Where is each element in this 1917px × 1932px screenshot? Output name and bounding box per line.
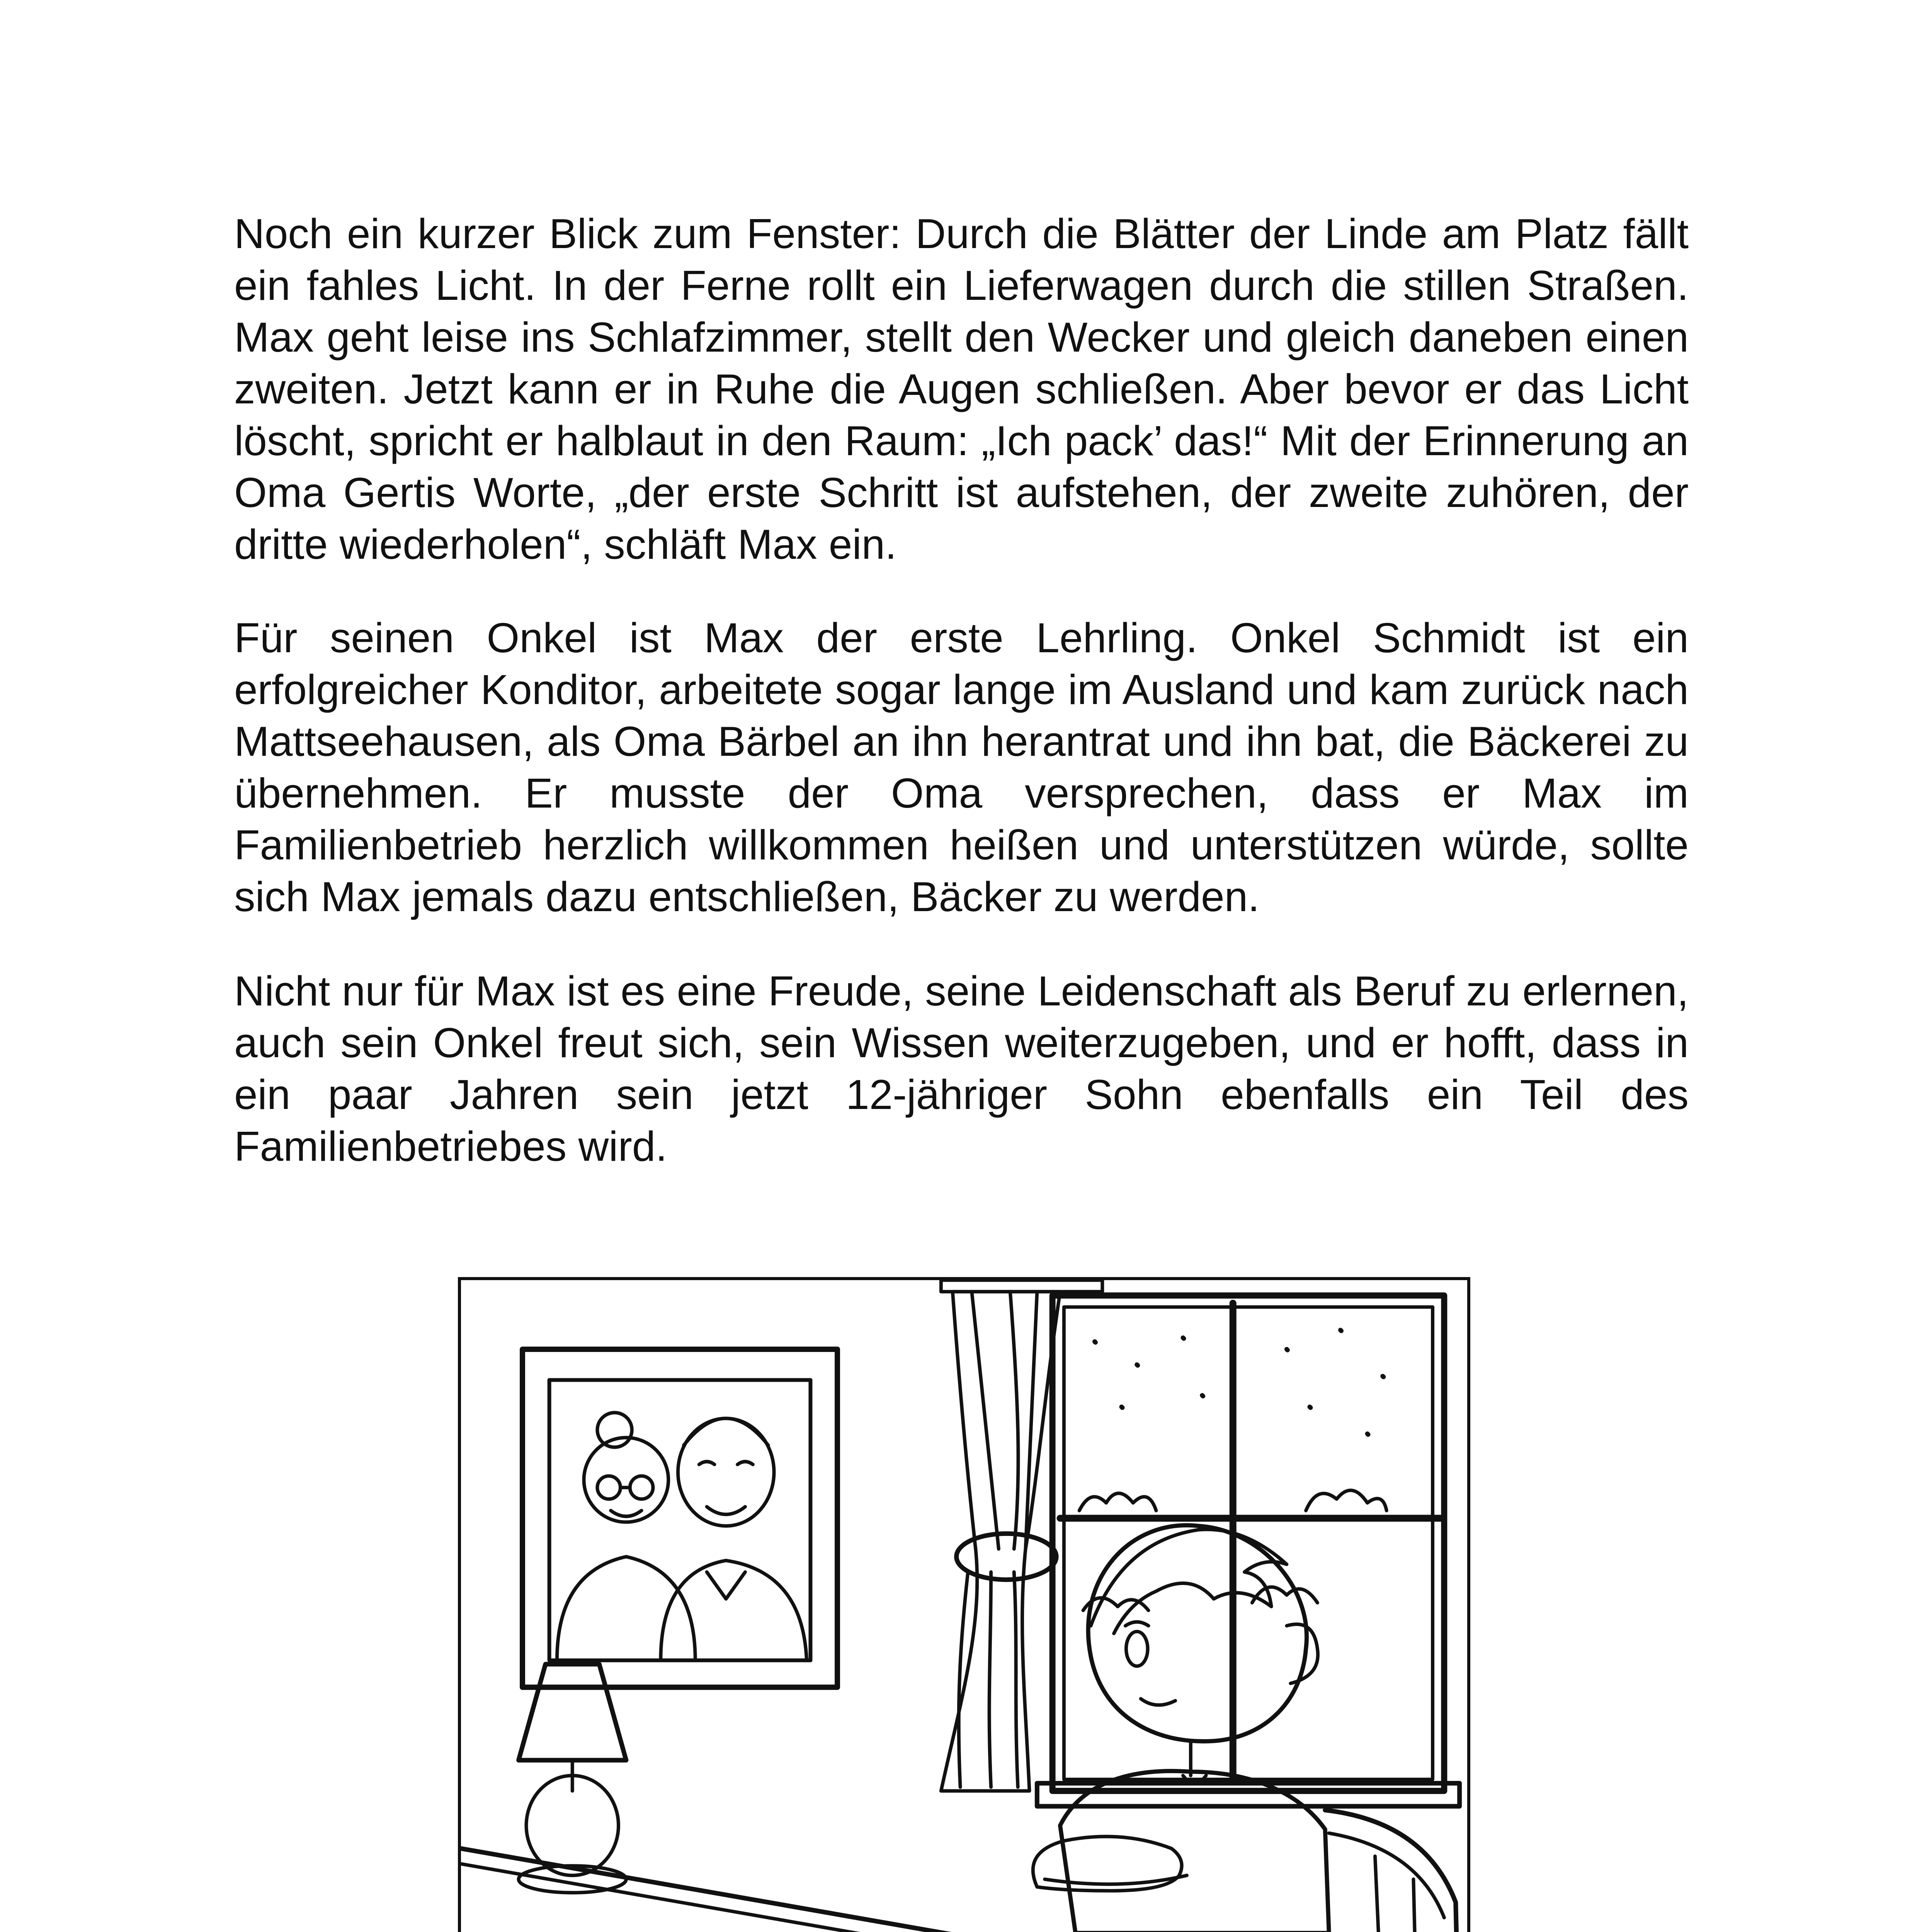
window: [1037, 1296, 1459, 1806]
boy: [1033, 1525, 1329, 1932]
coloring-illustration: [458, 1277, 1470, 1932]
paragraph-3: Nicht nur für Max ist es eine Freude, seine Leidenschaft als Beruf zu erlernen, auch sein Onkel freut sich, sein Wissen weiterzugeben, und er hofft, dass in ein paar Jahren sein jetzt 12-jähriger Sohn ebenfalls ein Teil des Familienbetriebes wird.: [234, 968, 1689, 1170]
chair: [1325, 1810, 1459, 1932]
curtain: [941, 1280, 1102, 1791]
table-lamp: [519, 1664, 626, 1893]
stars: [1095, 1330, 1383, 1434]
framed-portrait: [522, 1349, 837, 1687]
desk: [461, 1849, 1467, 1932]
paragraph-1: Noch ein kurzer Blick zum Fenster: Durch die Blätter der Linde am Platz fällt ein fahles Licht. In der Ferne rollt ein Lieferwagen durch die stillen Straßen. Max geht leise ins Schlafzimmer, stellt den Wecker und gleich daneben einen zweiten. Jetzt kann er in Ruhe die Augen schließen. Aber bevor er das Licht löscht, spricht er halblaut in den Raum: „Ich pack’ das!“ Mit der Erinnerung an Oma Gertis Worte, „der erste Schritt ist aufstehen, der zweite zuhören, der dritte wiederholen“, schläft Max ein.: [234, 210, 1689, 568]
paragraph-2: Für seinen Onkel ist Max der erste Lehrling. Onkel Schmidt ist ein erfolgreicher Konditor, arbeitete sogar lange im Ausland und kam zurück nach Mattseehausen, als Oma Bärbel an ihn herantrat und ihn bat, die Bäckerei zu übernehmen. Er musste der Oma versprechen, dass er Max im Familienbetrieb herzlich willkommen heißen und unterstützen würde, sollte sich Max jemals dazu entschließen, Bäcker zu werden.: [234, 614, 1689, 920]
